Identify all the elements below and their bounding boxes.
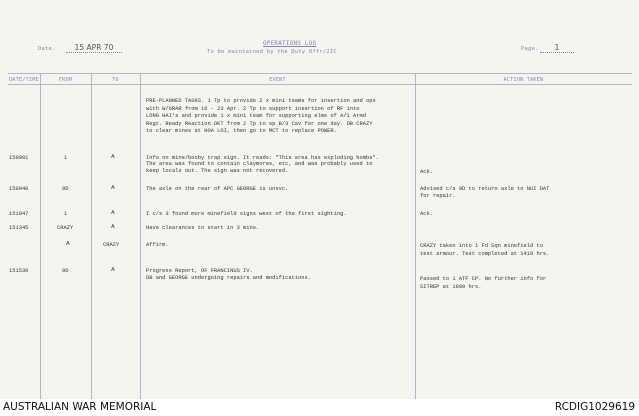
action-text: CRAZY taken into 1 Fd Sqn minefield to test armour. Test completed at 1410 hrs. xyxy=(420,243,550,258)
event-text: Info on mine/booby trap sign. It reads: "This area has exploding bombs". The area was found to contain claymores, etc, and was probably used to keep locals out. The sign was not recovered. xyxy=(146,155,379,174)
entry-to: A xyxy=(111,267,115,273)
entry-to: A xyxy=(111,210,115,216)
column-header-action: ACTION TAKEN xyxy=(503,77,544,83)
entry-time: 150940 xyxy=(9,186,29,192)
archive-name: AUSTRALIAN WAR MEMORIAL xyxy=(3,401,157,413)
action-text: Passed to 1 ATF CP. No further info for SITREP at 1800 hrs. xyxy=(420,276,547,291)
log-title: OPERATIONS LOG xyxy=(263,40,317,47)
column-header-event: EVENT xyxy=(269,77,286,83)
column-divider-1 xyxy=(40,73,41,399)
event-text: Have clearances to start in 3 mins. xyxy=(146,225,260,231)
page-value: 1 xyxy=(540,43,574,53)
entry-from: 1 xyxy=(64,211,68,217)
entry-to: CRAZY xyxy=(103,242,120,248)
column-header-to: TO xyxy=(112,77,119,83)
table-top-border xyxy=(8,73,632,74)
event-text: I c/s 3 found more minefield signs west of the first sighting. xyxy=(146,211,347,217)
archive-reference: RCDIG1029619 xyxy=(554,401,635,413)
entry-time: 151047 xyxy=(9,211,29,217)
column-divider-2 xyxy=(91,73,92,399)
log-subtitle: To be maintained by the Duty Offr/2IC xyxy=(207,49,337,55)
entry-from: 9D xyxy=(62,186,69,192)
action-text: Advised c/s 9D to return axle to NUI DAT for repair. xyxy=(420,186,550,199)
event-text: Progress Report, OF FRANCINUS IV. DB and GEORGE undergoing repairs and modifications. xyxy=(146,268,311,281)
event-text: The axle on the rear of APC GEORGE is unsvc. xyxy=(146,186,289,192)
entry-from: 9D xyxy=(62,268,69,274)
entry-from: A xyxy=(66,241,70,247)
archive-footer xyxy=(0,399,639,416)
column-header-datetime: DATE/TIME xyxy=(9,77,39,83)
entry-to: A xyxy=(111,224,115,230)
column-header-from: FROM xyxy=(58,77,73,83)
entry-from: CRAZY xyxy=(57,225,74,231)
date-value: 15 APR 70 xyxy=(66,43,122,53)
entry-time: 151345 xyxy=(9,225,29,231)
entry-from: 1 xyxy=(64,155,68,161)
event-text: Affirm. xyxy=(146,242,169,248)
entry-time: 151530 xyxy=(9,268,29,274)
column-divider-4 xyxy=(415,73,416,399)
table-header-border xyxy=(8,84,632,85)
entry-time: 150901 xyxy=(9,155,29,161)
page-label: Page. xyxy=(521,46,539,52)
action-text: Ack. xyxy=(420,211,433,217)
column-divider-3 xyxy=(140,73,141,399)
entry-to: A xyxy=(111,154,115,160)
action-text: Ack. xyxy=(420,169,433,175)
event-text: PRE-PLANNED TASKS. 1 Tp to provide 2 x mini teams for insertion and ops with W/6RAR from 16 - 23 Apr. 2 Tp to support insertion of RF into LONG HAI's and provide 1 x mini team for supporting elms of A/1 Armd Regt. Ready Reaction OKT from 2 Tp to sp B/3 Cav for one day. DB CRAZY to clear mines at HOA LOI, then go to MCT to replace POWER. xyxy=(146,98,376,135)
entry-to: A xyxy=(111,185,115,191)
date-label: Date. xyxy=(38,46,56,52)
